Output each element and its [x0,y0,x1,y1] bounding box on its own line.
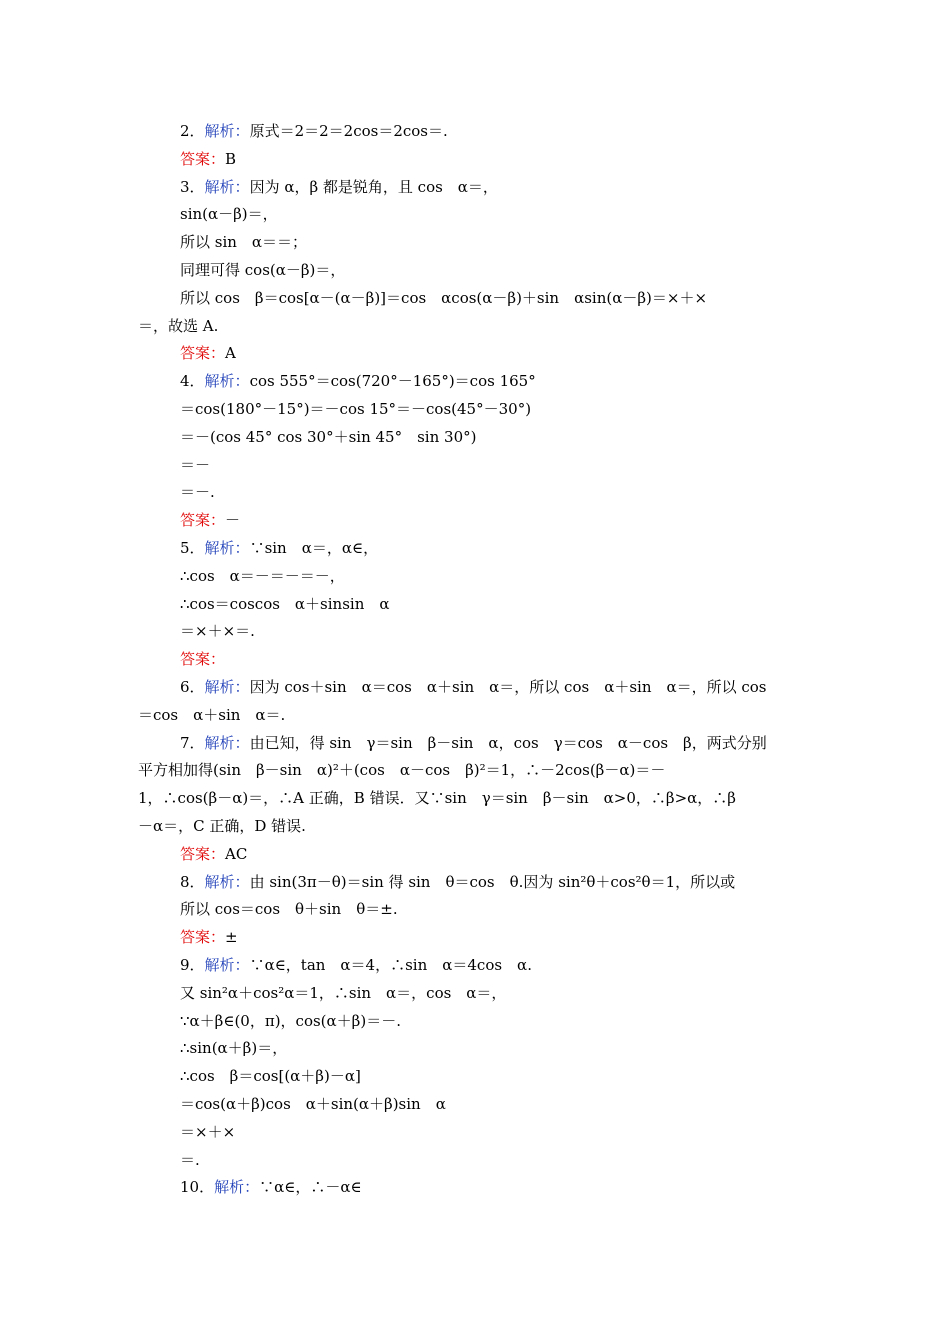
text-line [180,204,814,224]
line-text: 所以 cos＝cos θ＋sin θ＝±. [180,900,398,919]
line-text: ∵sin α＝，α∈， [249,539,379,557]
text-line [180,899,814,919]
item-number: 4． [180,372,205,391]
analysis-label: 解析： [214,1178,260,1197]
text-line [180,538,814,558]
line-text: 1，∴cos(β－α)＝，∴A 正确，B 错误．又∵sin γ＝sin β－sin α>0，∴β>α，∴β [138,789,736,808]
text-line [180,149,814,169]
answer-label: 答案： [180,344,226,363]
text-line [180,510,814,530]
line-text: － [225,511,241,530]
line-text: ＝×＋× [180,1122,236,1141]
text-line [180,399,814,419]
line-text: cos 555°＝cos(720°－165°)＝cos 165° [249,372,536,391]
analysis-label: 解析： [204,539,250,557]
line-text: ＝cos(180°－15°)＝－cos 15°＝－cos(45°－30°) [180,400,532,418]
text-line [180,872,814,892]
line-text: 同理可得 cos(α－β)＝， [180,261,346,279]
text-line [180,232,814,252]
text-line [138,705,814,725]
text-line [180,1122,814,1142]
text-line [138,788,814,808]
line-text: ＝－(cos 45° cos 30°＋sin 45° sin 30°) [180,427,477,446]
line-text: ∴cos＝coscos α＋sinsin α [180,594,390,613]
line-text: ∵α∈，∴－α∈ [259,1178,362,1197]
analysis-label: 解析： [204,678,250,696]
line-text: ∴cos β＝cos[(α＋β)－α] [180,1067,361,1086]
line-text: ∵α∈，tan α＝4，∴sin α＝4cos α. [249,956,532,974]
line-text: ∵α＋β∈(0，π)，cos(α＋β)＝－. [180,1011,401,1030]
line-text: ＝－ [180,455,211,474]
item-number: 8． [180,872,205,891]
answer-label: 答案： [180,844,226,863]
line-text: A [225,344,236,363]
line-text: 由 sin(3π－θ)＝sin 得 sin θ＝cos θ.因为 sin²θ＋cos²θ＝1，所以或 [249,872,736,891]
text-line [180,343,814,363]
text-line [180,677,814,697]
line-text: ＝cos α＋sin α＝. [138,705,286,724]
text-line [180,427,814,447]
text-line [180,260,814,280]
text-line [180,177,814,197]
line-text: ＝－. [180,483,215,502]
text-line [180,733,814,753]
line-text: 所以 cos β＝cos[α－(α－β)]＝cos αcos(α－β)＋sin αsin(α－β)＝×＋× [180,288,708,307]
line-text: ∴cos α＝－＝－＝－， [180,566,345,585]
item-number: 5． [180,539,205,557]
line-text: ＝，故选 A. [138,316,219,335]
text-line [180,121,814,141]
text-line [180,983,814,1003]
text-line [138,316,814,336]
line-text: ± [225,928,238,947]
answer-label: 答案： [180,511,226,530]
line-text: ＝×＋×＝. [180,622,255,641]
line-text: 因为 cos＋sin α＝cos α＋sin α＝，所以 cos α＋sin α＝，所以 cos [249,678,767,696]
text-line [180,1150,814,1170]
line-text: ＝. [180,1150,200,1169]
item-number: 6． [180,678,205,696]
line-text: 又 sin²α＋cos²α＝1，∴sin α＝，cos α＝， [180,983,507,1002]
analysis-label: 解析： [204,372,250,391]
line-text: －α＝，C 正确，D 错误. [138,817,306,835]
answer-label: 答案： [180,928,226,947]
text-line [180,1177,814,1197]
text-line [180,1038,814,1058]
line-text: 原式＝2＝2＝2cos＝2cos＝. [249,122,448,140]
text-line [180,844,814,864]
analysis-label: 解析： [204,956,250,974]
text-line [180,455,814,475]
text-line [138,816,814,836]
text-line [180,371,814,391]
answer-label: 答案： [180,650,226,669]
analysis-label: 解析： [204,122,250,140]
text-line [180,482,814,502]
line-text: 由已知，得 sin γ＝sin β－sin α，cos γ＝cos α－cos β，两式分别 [249,733,767,752]
item-number: 7． [180,733,205,752]
text-line [180,955,814,975]
text-line [138,760,814,780]
analysis-label: 解析： [204,872,250,891]
item-number: 10． [180,1178,215,1197]
line-text: sin(α－β)＝， [180,205,278,224]
line-text: 所以 sin α＝＝； [180,233,308,252]
line-text: 平方相加得(sin β－sin α)²＋(cos α－cos β)²＝1，∴－2cos(β－α)＝－ [138,761,666,780]
analysis-label: 解析： [204,177,250,196]
item-number: 9． [180,956,205,974]
line-text: B [225,149,237,168]
line-text: 因为 α，β 都是锐角，且 cos α＝， [249,177,498,196]
analysis-label: 解析： [204,733,250,752]
text-line [180,594,814,614]
text-line [180,1011,814,1031]
text-line [180,1066,814,1086]
line-text: ＝cos(α＋β)cos α＋sin(α＋β)sin α [180,1095,446,1113]
answer-label: 答案： [180,149,226,168]
text-line [180,1094,814,1114]
text-line [180,566,814,586]
item-number: 2． [180,122,205,140]
text-line [180,621,814,641]
text-line [180,649,814,669]
line-text: AC [225,844,248,863]
line-text: ∴sin(α＋β)＝， [180,1039,288,1058]
item-number: 3． [180,177,205,196]
text-line [180,927,814,947]
text-line [180,288,814,308]
